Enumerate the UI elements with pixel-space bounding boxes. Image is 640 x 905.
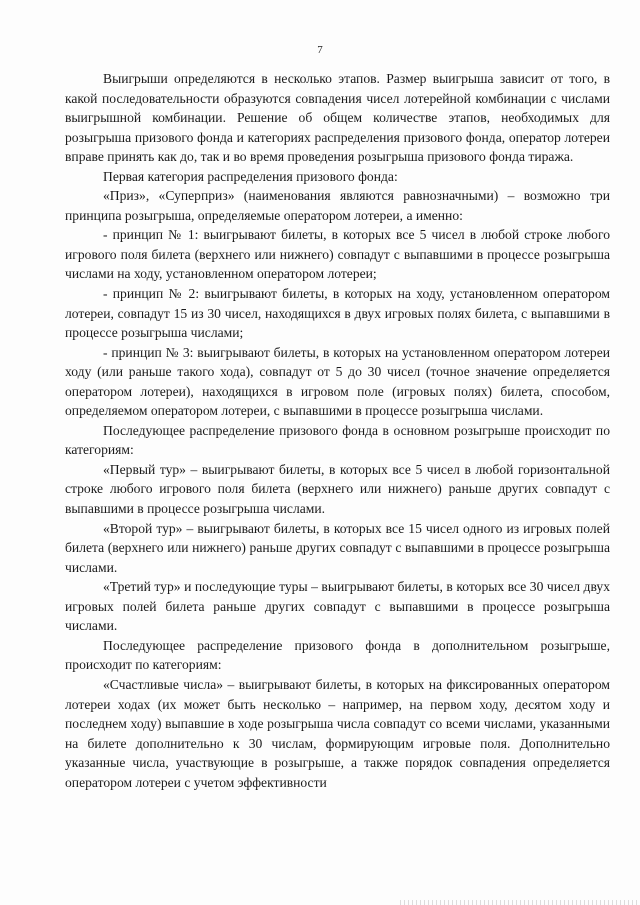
document-body <box>65 69 610 792</box>
paragraph-first-category: Первая категория распределения призового фонда: <box>103 168 398 184</box>
paragraph-additional-draw: Последующее распределение призового фонда в дополнительном розыгрыше, происходит по категориям: <box>65 637 610 673</box>
paragraph-second-round: «Второй тур» – выигрывают билеты, в которых все 15 чисел одного из игровых полей билета (верхнего или нижнего) раньше других совпадут с выпавшими в процессе розыгрыша числами. <box>65 520 610 575</box>
paragraph-superprize: «Приз», «Суперприз» (наименования являются равнозначными) – возможно три принципа розыгрыша, определяемые оператором лотереи, а именно: <box>65 188 610 223</box>
paragraph-third-round: «Третий тур» и последующие туры – выигрывают билеты, в которых все 30 чисел двух игровых полей билета раньше других совпадут с выпавшими в процессе розыгрыша числами. <box>65 579 610 634</box>
paragraph-first-round: «Первый тур» – выигрывают билеты, в которых все 5 чисел в любой горизонтальной строке любого игрового поля билета (верхнего или нижнего) раньше других совпадут с выпавшими в процессе розыгрыша числами. <box>65 461 610 517</box>
page-number: 7 <box>317 44 323 56</box>
scan-artifact <box>400 900 640 905</box>
paragraph-main-draw-categories: Последующее распределение призового фонда в основном розыгрыше происходит по категориям: <box>65 422 610 458</box>
paragraph-lucky-numbers: «Счастливые числа» – выигрывают билеты, в которых на фиксированных оператором лотереи ходах (их может быть несколько – например, на первом ходу, десятом ходу и последнем ходу) выпавшие в ходе розыгрыша числа совпадут со всеми числами, указанными на билете дополнительно к 30 числам, формирующим игровые поля. Дополнительно указанные числа, участвующие в розыгрыше, а также порядок совпадения определяется оператором лотереи с учетом эффективности <box>65 676 610 790</box>
paragraph-prize-stages: Выигрыши определяются в несколько этапов. Размер выигрыша зависит от того, в какой последовательности образуются совпадения чисел лотерейной комбинации с числами выигрышной комбинации. Решение об общем количестве этапов, необходимых для розыгрыша призового фонда и категориях распределения призового фонда, оператор лотереи вправе принять как до, так и во время проведения розыгрыша призового фонда тиража. <box>65 71 610 165</box>
paragraph-principle-2: - принцип № 2: выигрывают билеты, в которых на ходу, установленном оператором лотереи, совпадут 15 из 30 чисел, находящихся в двух игровых полях билета, с выпавшими в процессе розыгрыша числами; <box>65 286 610 341</box>
paragraph-principle-1: - принцип № 1: выигрывают билеты, в которых все 5 чисел в любой строке любого игрового поля билета (верхнего или нижнего) совпадут с выпавшими в процессе розыгрыша числами на ходу, установленном оператором лотереи; <box>65 227 610 282</box>
paragraph-principle-3: - принцип № 3: выигрывают билеты, в которых на установленном оператором лотереи ходу (или раньше такого хода), совпадут от 5 до 30 чисел (точное значение определяется оператором лотереи), находящихся в игровом поле (игровых полях) билета, способом, определяемом оператором лотереи, с выпавшими в процессе розыгрыша числами. <box>65 344 610 419</box>
